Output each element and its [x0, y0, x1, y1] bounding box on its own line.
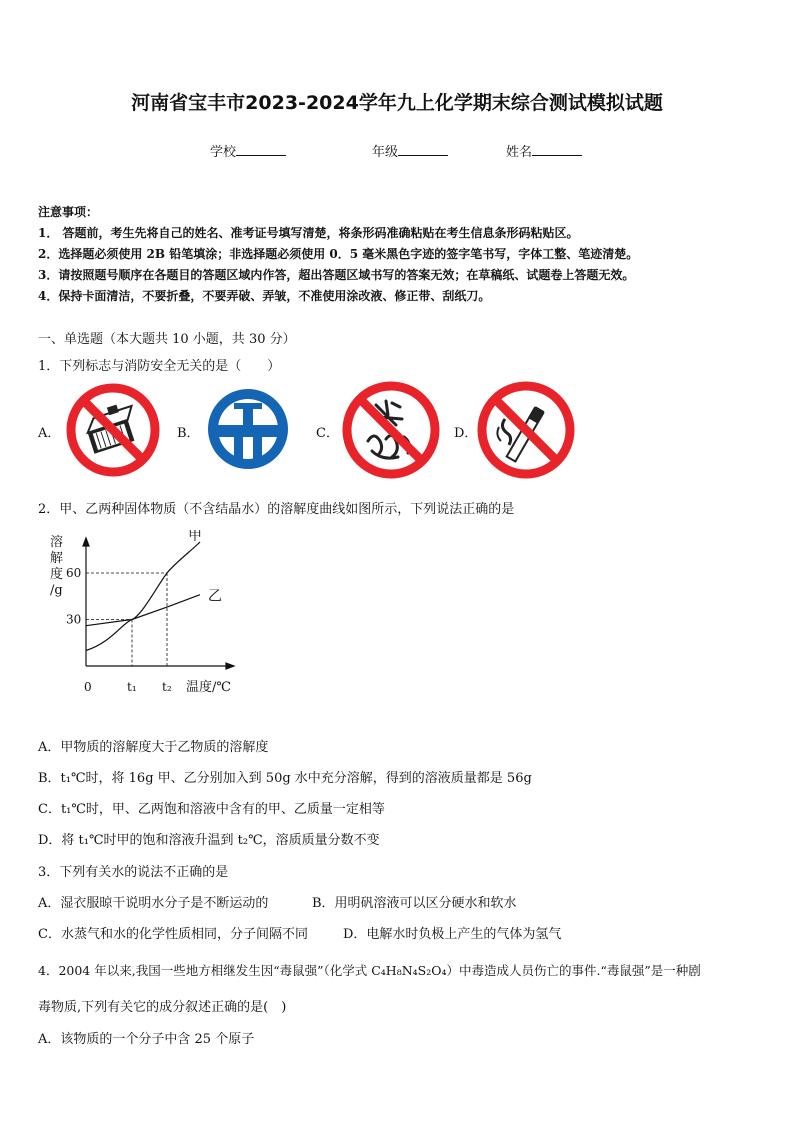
school-label: 学校: [210, 145, 237, 160]
q2-option-b: B．t₁℃时，将 16g 甲、乙分别加入到 50g 水中充分溶解，得到的溶液质量都是 56g: [38, 771, 532, 786]
series-label: 乙: [208, 588, 222, 605]
origin-label: 0: [84, 680, 92, 694]
question-3-stem: 3．下列有关水的说法不正确的是: [38, 865, 229, 880]
notice-item: 3．请按照题号顺序在各题目的答题区域内作答，超出答题区域书写的答案无效；在草稿纸、试题卷上答题无效。: [38, 268, 635, 282]
q1-option-d-label: D．: [454, 426, 478, 441]
x-axis-label: 温度/℃: [186, 680, 231, 695]
water-saving-icon: [204, 385, 292, 473]
notice-item: 4．保持卡面清洁，不要折叠，不要弄破、弄皱，不准使用涂改液、修正带、刮纸刀。: [38, 289, 491, 303]
series-label: 甲: [188, 530, 202, 544]
q1-option-b-label: B．: [177, 426, 200, 441]
x-axis-arrow: [226, 663, 234, 669]
solubility-chart: [40, 530, 250, 700]
y-axis-label: 解: [50, 551, 64, 566]
q2-option-d: D．将 t₁℃时甲的饱和溶液升温到 t₂℃，溶质质量分数不变: [38, 833, 380, 848]
series-line-jia: [86, 542, 200, 651]
q4-option-a: A．该物质的一个分子中含 25 个原子: [38, 1032, 255, 1047]
page-title: 河南省宝丰市2023-2024学年九上化学期末综合测试模拟试题: [131, 92, 663, 114]
q1-option-a-label: A．: [38, 426, 61, 441]
y-axis-label: 度: [50, 567, 64, 582]
q3-option-a: A．湿衣服晾干说明水分子是不断运动的: [38, 896, 269, 911]
section-heading: 一、单选题（本大题共 10 小题，共 30 分）: [38, 332, 296, 347]
y-axis-label: 溶: [50, 535, 64, 550]
name-field: [506, 141, 582, 160]
y-axis-label: /g: [50, 583, 63, 598]
question-2-stem: 2．甲、乙两种固体物质（不含结晶水）的溶解度曲线如图所示，下列说法正确的是: [38, 502, 515, 517]
y-axis-arrow: [83, 538, 89, 546]
q1-option-c-label: C．: [316, 426, 339, 441]
name-label: 姓名: [506, 145, 533, 160]
grade-field: [372, 141, 448, 160]
q2-option-a: A．甲物质的溶解度大于乙物质的溶解度: [38, 740, 269, 755]
name-blank[interactable]: [532, 143, 582, 156]
no-smoking-icon: [477, 381, 575, 479]
grade-blank[interactable]: [398, 143, 448, 156]
no-flammable-icon: [342, 381, 440, 479]
q3-option-d: D．电解水时负极上产生的气体为氢气: [343, 927, 562, 942]
q3-option-c: C．水蒸气和水的化学性质相同，分子间隔不同: [38, 927, 308, 942]
y-tick-label: 60: [66, 566, 82, 580]
y-tick-label: 30: [66, 612, 82, 627]
question-1-stem: 1．下列标志与消防安全无关的是（ ）: [38, 359, 281, 374]
q3-option-b: B．用明矾溶液可以区分硬水和软水: [312, 896, 517, 911]
grade-label: 年级: [372, 145, 399, 160]
series-line-yi: [86, 595, 200, 626]
school-field: [210, 141, 286, 160]
notice-heading: 注意事项：: [38, 205, 99, 219]
q2-option-c: C．t₁℃时，甲、乙两饱和溶液中含有的甲、乙质量一定相等: [38, 802, 385, 817]
x-tick-label: t₂: [162, 680, 172, 694]
question-4-stem-line2: 毒物质,下列有关它的成分叙述正确的是( ): [38, 1000, 287, 1015]
question-4-stem-line1: 4．2004 年以来,我国一些地方相继发生因“毒鼠强”（化学式 C₄H₈N₄S₂O₄）中毒造成人员伤亡的事件.“毒鼠强”是一种剧: [38, 963, 701, 978]
school-blank[interactable]: [236, 143, 286, 156]
notice-item: 1． 答题前，考生先将自己的姓名、准考证号填写清楚，将条形码准确粘贴在考生信息条形码粘贴区。: [38, 226, 579, 240]
notice-item: 2．选择题必须使用 2B 铅笔填涂；非选择题必须使用 0．5 毫米黑色字迹的签字笔书写，字体工整、笔迹清楚。: [38, 247, 639, 261]
x-tick-label: t₁: [127, 680, 137, 694]
no-fireworks-icon: [66, 383, 160, 477]
